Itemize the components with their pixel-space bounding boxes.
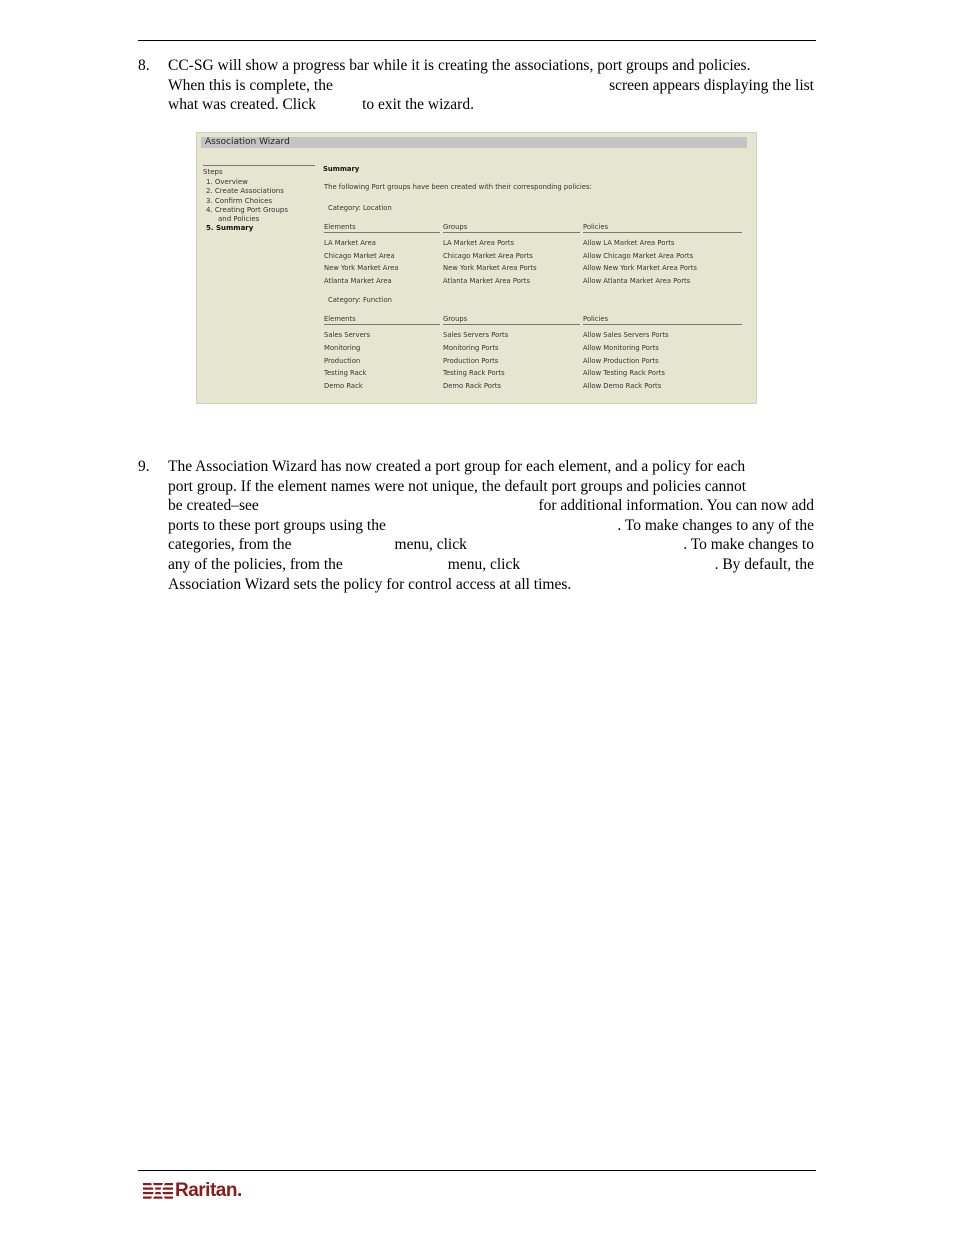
summary-intro: The following Port groups have been created with their corresponding policies: xyxy=(324,183,592,191)
table-cell-group: Testing Rack Ports xyxy=(443,369,505,378)
table-cell-element: Testing Rack xyxy=(324,369,367,378)
table-cell-element: New York Market Area xyxy=(324,264,399,273)
column-header-elements: Elements xyxy=(324,315,440,325)
table-cell-element: Production xyxy=(324,356,361,365)
table-cell-group: Chicago Market Area Ports xyxy=(443,251,533,260)
step-9-line-2: port group. If the element names were not unique, the default port groups and policies cannot xyxy=(168,477,747,495)
steps-header: Steps xyxy=(203,168,223,176)
table-cell-policy: Allow LA Market Area Ports xyxy=(583,239,675,247)
step-9-line-4a: ports to these port groups using the xyxy=(168,516,386,534)
step-8 xyxy=(138,56,814,115)
step-8-line-1: CC-SG will show a progress bar while it is creating the associations, port groups and policies. xyxy=(168,57,751,74)
footer-rule xyxy=(138,1170,816,1171)
table-cell-element: Demo Rack xyxy=(324,381,363,390)
column-header-groups: Groups xyxy=(443,223,580,233)
step-8-line-2b: screen appears displaying the list xyxy=(609,76,814,94)
step-9-line-3a: be created–see xyxy=(168,497,259,515)
step-9-line-4b: . To make changes to any of the xyxy=(617,516,814,534)
table-cell-policy: Allow Monitoring Ports xyxy=(583,344,659,352)
table-cell-element: Chicago Market Area xyxy=(324,251,395,260)
table-cell-policy: Allow Demo Rack Ports xyxy=(583,381,662,390)
step-link-overview[interactable]: 1. Overview xyxy=(206,178,248,187)
step-9-line-7: Association Wizard sets the policy for control access at all times. xyxy=(168,575,572,593)
category-label: Category: Function xyxy=(328,296,392,305)
column-header-policies: Policies xyxy=(583,223,742,233)
summary-title: Summary xyxy=(323,165,360,173)
step-9-line-1: The Association Wizard has now created a port group for each element, and a policy for each xyxy=(168,458,746,475)
step-9-line-5a: categories, from the xyxy=(168,536,292,554)
step-9-line-6a: any of the policies, from the xyxy=(168,555,343,573)
step-link-summary[interactable]: 5. Summary xyxy=(206,224,254,233)
table-cell-policy: Allow Production Ports xyxy=(583,356,659,365)
table-cell-element: Sales Servers xyxy=(324,331,371,340)
step-9-line-3b: for additional information. You can now add xyxy=(538,497,814,515)
table-cell-policy: Allow Sales Servers Ports xyxy=(583,331,669,340)
table-cell-group: Atlanta Market Area Ports xyxy=(443,276,530,285)
raritan-logo-text: Raritan. xyxy=(175,1180,242,1201)
table-cell-group: New York Market Area Ports xyxy=(443,264,537,273)
table-cell-group: Demo Rack Ports xyxy=(443,381,501,390)
step-8-line-3b: to exit the wizard. xyxy=(362,96,474,114)
category-label: Category: Location xyxy=(328,204,392,212)
step-number: 9. xyxy=(138,458,150,475)
table-cell-group: Production Ports xyxy=(443,356,499,365)
table-cell-group: Monitoring Ports xyxy=(443,344,499,352)
step-9-line-6b: menu, click xyxy=(447,555,521,573)
step-link-create-associations[interactable]: 2. Create Associations xyxy=(206,187,284,196)
step-8-line-3a: what was created. Click xyxy=(168,96,317,114)
step-link-confirm-choices[interactable]: 3. Confirm Choices xyxy=(206,196,273,205)
column-header-groups: Groups xyxy=(443,315,580,325)
column-header-elements: Elements xyxy=(324,223,440,233)
header-rule xyxy=(138,40,816,41)
table-cell-group: Sales Servers Ports xyxy=(443,331,509,340)
wizard-steps-panel xyxy=(203,165,315,233)
table-cell-policy: Allow Atlanta Market Area Ports xyxy=(583,276,691,285)
wizard-title: Association Wizard xyxy=(201,137,747,148)
raritan-logo-icon xyxy=(143,1180,173,1202)
step-9-line-5c: . To make changes to xyxy=(683,536,814,554)
step-9-line-5b: menu, click xyxy=(394,536,467,554)
step-8-line-2a: When this is complete, the xyxy=(168,76,333,94)
column-header-policies: Policies xyxy=(583,315,742,325)
step-link-creating-port-groups[interactable]: 4. Creating Port Groups xyxy=(206,205,288,214)
table-cell-element: LA Market Area xyxy=(324,239,376,247)
table-cell-group: LA Market Area Ports xyxy=(443,239,515,247)
table-cell-element: Atlanta Market Area xyxy=(324,276,392,285)
table-cell-policy: Allow New York Market Area Ports xyxy=(583,264,697,273)
step-9 xyxy=(138,457,814,594)
step-number: 8. xyxy=(138,57,150,74)
raritan-logo xyxy=(143,1178,242,1204)
association-wizard-screenshot xyxy=(196,132,757,404)
step-link-creating-port-groups-cont[interactable]: and Policies xyxy=(218,215,260,224)
table-cell-policy: Allow Testing Rack Ports xyxy=(583,369,665,378)
table-cell-policy: Allow Chicago Market Area Ports xyxy=(583,251,694,260)
step-9-line-6c: . By default, the xyxy=(714,555,814,573)
table-cell-element: Monitoring xyxy=(324,344,361,352)
